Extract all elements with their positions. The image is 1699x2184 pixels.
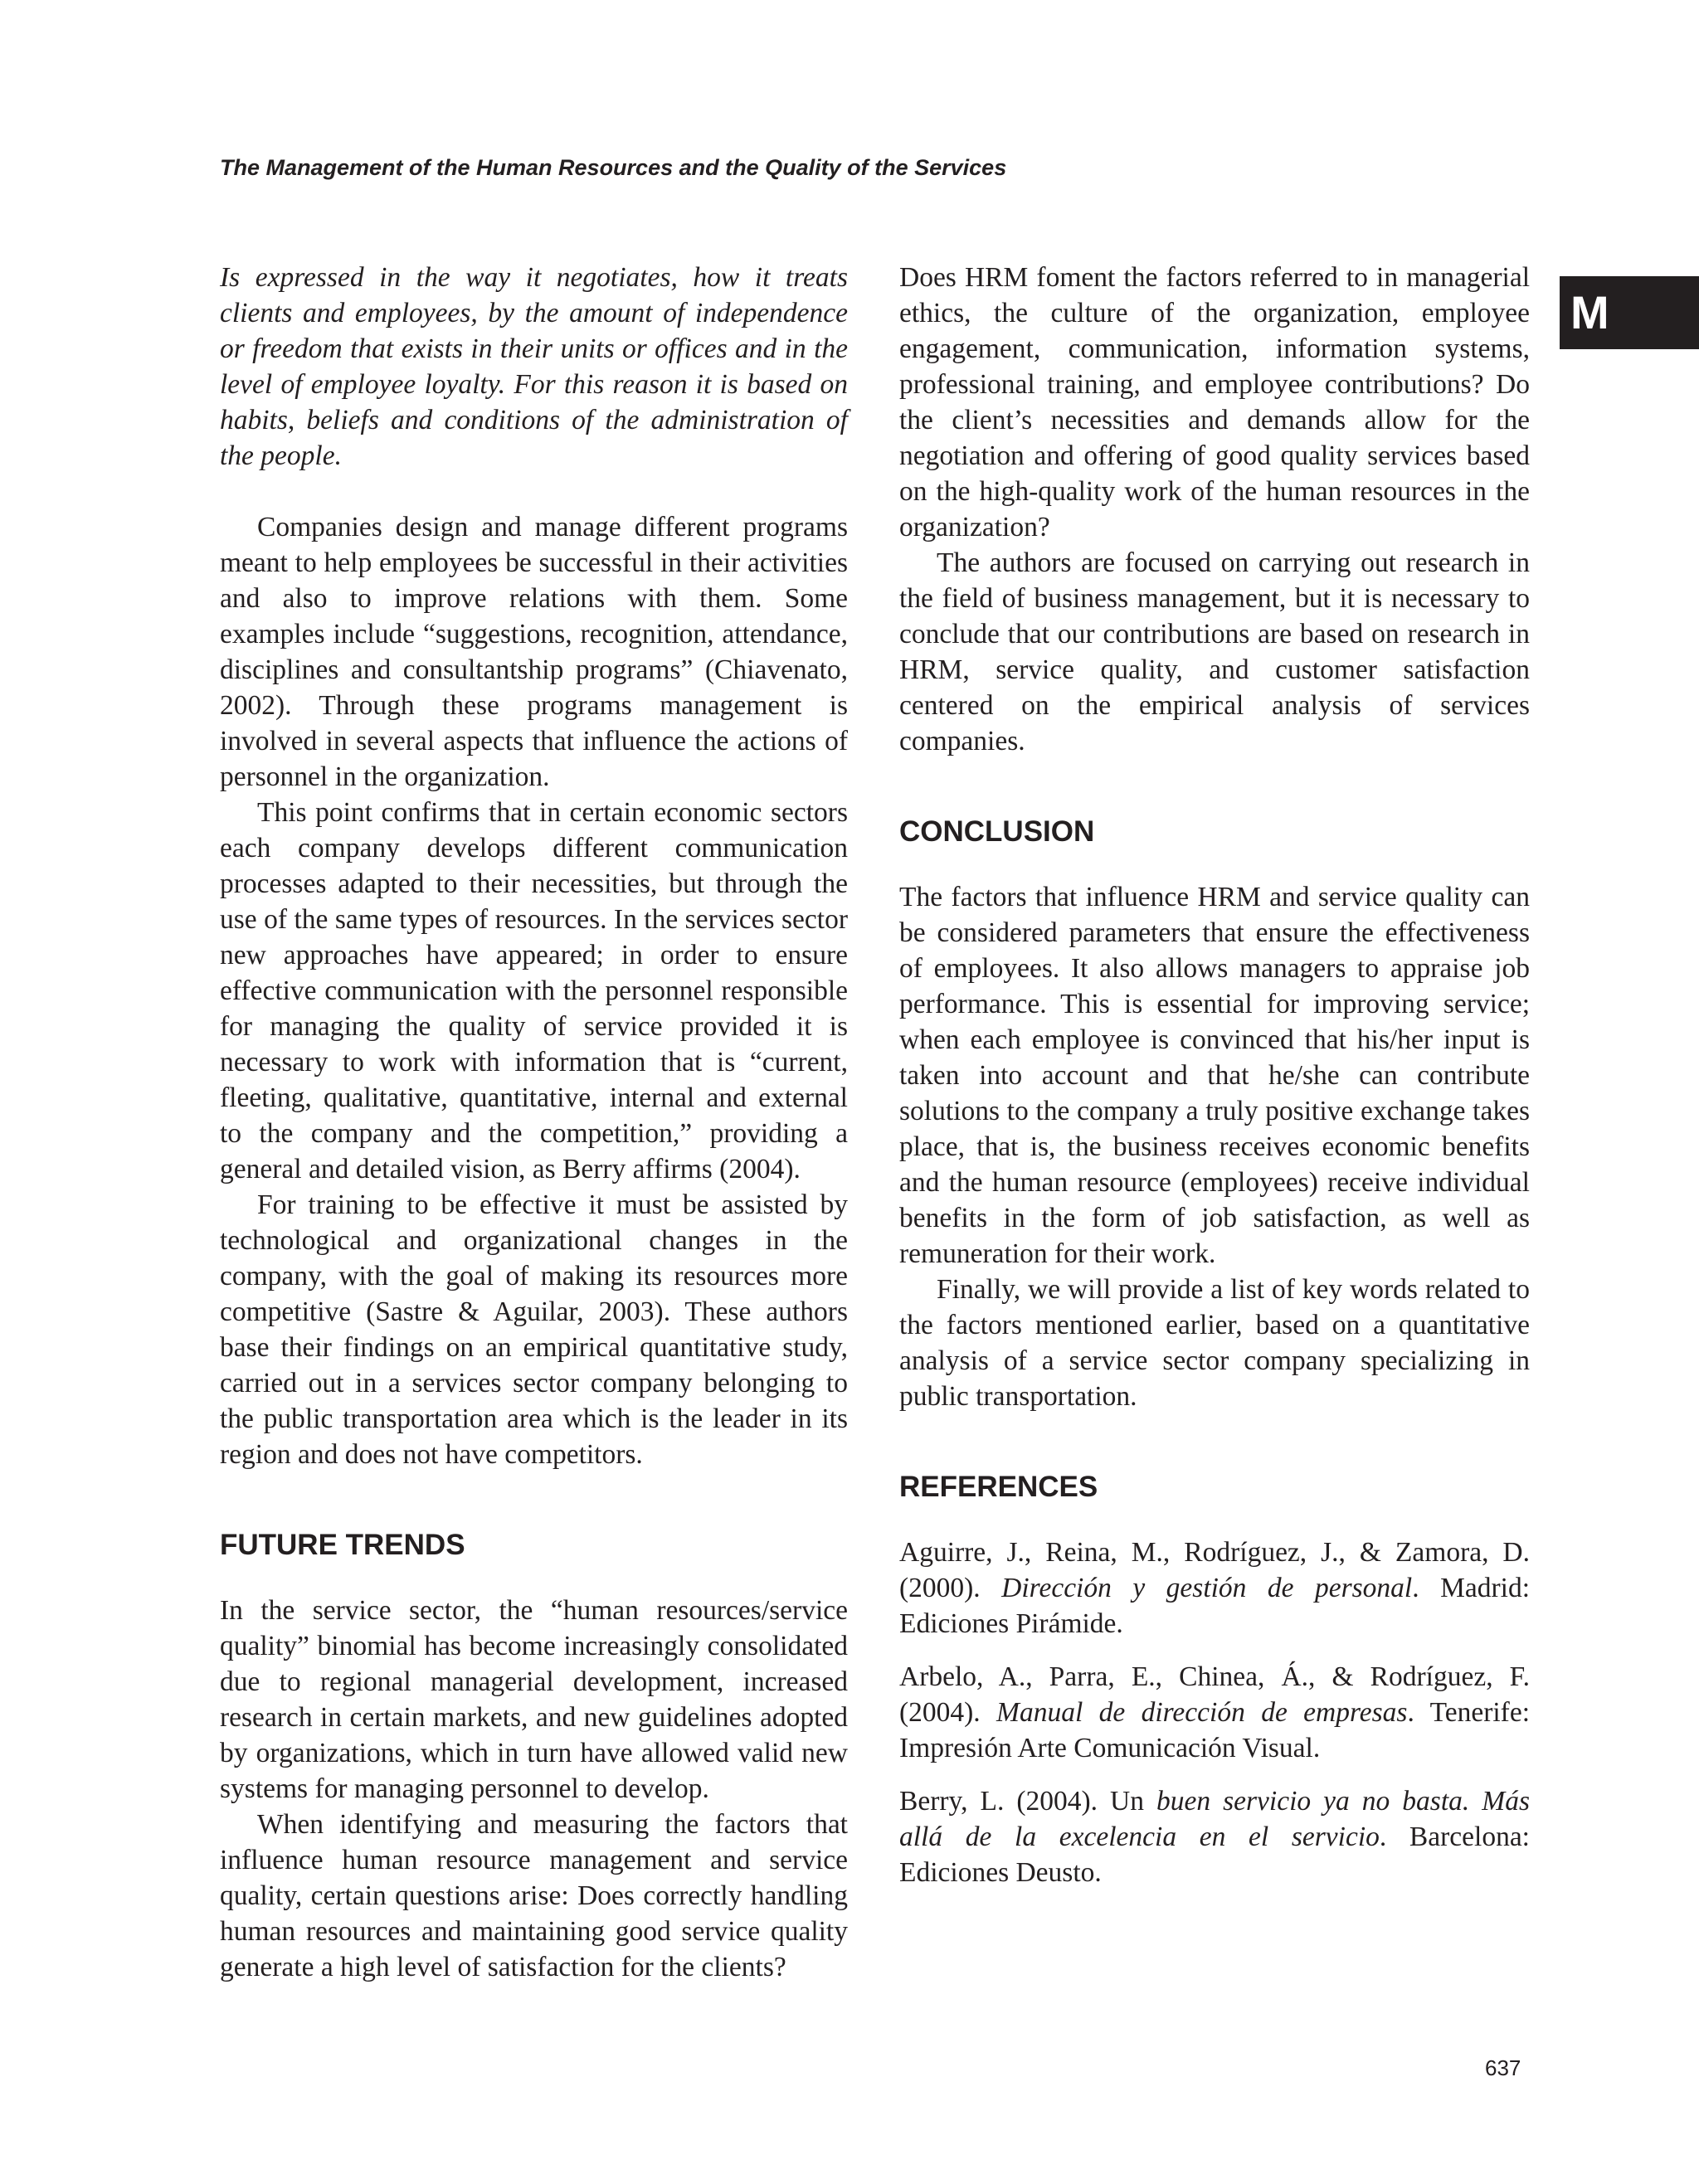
reference-title: Dirección y gestión de personal [1001,1573,1413,1603]
running-header: The Management of the Human Resources and the Quality of the Services [220,155,1007,180]
reference-publisher: . Barcelona: Ediciones Deusto. [899,1822,1530,1888]
body-paragraph: For training to be effective it must be assisted by technological and organizational changes in the company, with the goal of making its resources more competitive (Sastre & Aguilar, 2003). These authors base their findings on an empirical quantitative study, carried out in a services sector company belonging to the public transportation area which is the leader in its region and does not have competitors. [220,1189,848,1470]
section-title-future-trends: FUTURE TRENDS [220,1529,465,1561]
body-paragraph: Companies design and manage different programs meant to help employees be successful in their activities and also to improve relations with them. Some examples include “suggestions, recognition, attendance, disciplines and consultantship programs” (Chiavenato, 2002). Through these programs management is involved in several aspects that influence the actions of personnel in the organization. [220,512,848,792]
body-paragraph: In the service sector, the “human resources/service quality” binomial has become increasingly consolidated due to regional managerial development, increased research in certain markets, and new guidelines adopted by organizations, which in turn have allowed valid new systems for managing personnel to develop. [220,1595,848,1804]
reference-publisher: . Madrid: Ediciones Pirámide. [899,1573,1530,1639]
reference-authors: Berry, L. (2004). Un [899,1786,1156,1817]
body-paragraph: The factors that influence HRM and service quality can be considered parameters that ensure the effectiveness of employees. It also allows managers to appraise job performance. This is essential for improving service; when each employee is convinced that his/her input is taken into account and that he/she can contribute solutions to the company a truly positive exchange takes place, that is, the business receives economic benefits and the human resource (employees) receive individual benefits in the form of job satisfaction, as well as remuneration for their work. [899,882,1530,1269]
reference-authors: Arbelo, A., Parra, E., Chinea, Á., & Rodríguez, F. (2004). [899,1661,1530,1728]
reference-authors: Aguirre, J., Reina, M., Rodríguez, J., & Zamora, D. (2000). [899,1537,1530,1603]
section-title-references: REFERENCES [899,1471,1098,1503]
reference-entry [899,1535,1530,1642]
thumb-index-tab: M [1560,276,1699,349]
body-paragraph: When identifying and measuring the factors that influence human resource management and service quality, certain questions arise: Does correctly handling human resources and maintaining good service quality generate a high level of satisfaction for the clients? [220,1809,848,1982]
reference-entry [899,1659,1530,1766]
quote-paragraph: Is expressed in the way it negotiates, how it treats clients and employees, by the amount of independence or freedom that exists in their units or offices and in the level of employee loyalty. For this reason it is based on habits, beliefs and conditions of the administration of the people. [220,262,848,471]
reference-publisher: . Tenerife: Impresión Arte Comunicación Visual. [899,1697,1530,1763]
body-paragraph: Does HRM foment the factors referred to in managerial ethics, the culture of the organization, employee engagement, communication, information systems, professional training, and employee contributions? Do the client’s necessities and demands allow for the negotiation and offering of good quality services based on the high-quality work of the human resources in the organization? [899,262,1530,542]
body-paragraph: Finally, we will provide a list of key words related to the factors mentioned earlier, based on a quantitative analysis of a service sector company specializing in public transportation. [899,1274,1530,1412]
reference-entry [899,1783,1530,1890]
body-paragraph: The authors are focused on carrying out research in the field of business management, but it is necessary to conclude that our contributions are based on research in HRM, service quality, and customer satisfaction centered on the empirical analysis of services companies. [899,547,1530,756]
section-title-conclusion: CONCLUSION [899,815,1095,848]
body-paragraph: This point confirms that in certain economic sectors each company develops different communication processes adapted to their necessities, but through the use of the same types of resources. In the services sector new approaches have appeared; in order to ensure effective communication with the personnel responsible for managing the quality of service provided it is necessary to work with information that is “current, fleeting, qualitative, quantitative, internal and external to the company and the competition,” providing a general and detailed vision, as Berry affirms (2004). [220,797,848,1184]
right-column [899,260,1530,1908]
left-column [220,260,848,1985]
reference-title: Manual de dirección de empresas [996,1697,1408,1728]
page-number: 637 [1485,2055,1521,2080]
reference-title: buen servicio ya no basta. Más allá de la excelencia en el servicio [899,1786,1530,1852]
